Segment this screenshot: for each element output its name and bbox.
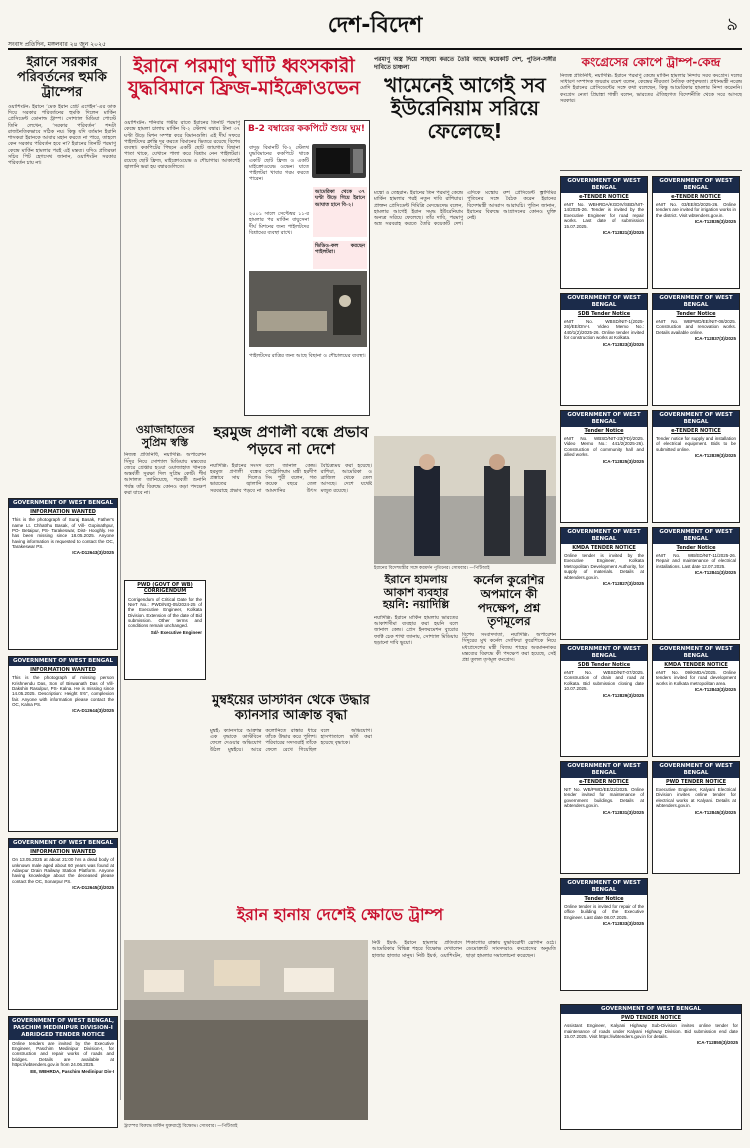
tender-ad-head: GOVERNMENT OF WEST BENGAL [653,528,739,544]
trump-regime-headline: ইরানে সরকার পরিবর্তনের হুমকি ট্রাম্পের [17,56,107,100]
qureshi-story [462,574,556,874]
microwave-image [311,141,367,181]
tender-ad-body: eNIT No. WBSD/NIT-23(PD)/2025. Video Memo No.: 441/2(2025-26). Construction of community hall and allied works. [564,436,644,458]
notice2-ref: ICA-D12644(3)/2025 [72,708,114,714]
uranium-kicker: পরমাণু অস্ত্র দিয়ে সাহায্য করতে তৈরি আছে কয়েকটি দেশ, পুতিন-সঙ্গীর দাবিতে চাঞ্চল্য [374,56,556,71]
tender-ad-head: GOVERNMENT OF WEST BENGAL [653,294,739,310]
tender-ad-sub: e-TENDER NOTICE [671,193,721,200]
tender-ad-body: eNIT No. WBPWD/EE/NIT-08/2025. Construction and renovation works. Details available online. [656,319,736,335]
pwd-notice-body: Corrigendum of Critical Date for the NIeT No.: PWD/NIQ-05/2024-25 of the Executive Engineer, Kolkata Division. Extension of the date of Bid submission. Other terms and conditions remain unchanged. [128,596,202,629]
notice3-head: GOVERNMENT OF WEST BENGAL [9,839,117,848]
information-wanted-1 [8,498,118,650]
inset-bullet-3: পাইলটদের রাত্রির জন্য আছে বিছানা ও শৌচালয়ের ব্যবস্থা। [249,353,366,359]
congress-story [560,56,742,168]
tender-ad-head: GOVERNMENT OF WEST BENGAL [653,177,739,193]
tender-ad [560,1004,742,1130]
tender-ad-head: GOVERNMENT OF WEST BENGAL [561,762,647,778]
putin-handshake-photo [374,436,556,564]
tender-ad-head: GOVERNMENT OF WEST BENGAL [653,762,739,778]
tender-ad-body: eNIT No. WB/ED/NIT-11/2025-26. Repair and maintenance of electrical installations. Last date 12.07.2025. [656,553,736,569]
fact-box-2 [313,241,367,269]
congress-headline: কংগ্রেসের কোপে ট্রাম্প-কেন্দ্র [581,56,721,69]
tender-ad [652,176,740,289]
tender-ad-ref: ICA-T12837(3)/2025 [694,336,736,342]
trump-regime-body: ওয়াশিংটন: ইরানে ‘মেক ইরান গ্রেট এগেইন’-এর ডাক দিয়ে সরকার পরিবর্তনের হুমকি দিলেন মার্কিন প্রেসিডেন্ট ডোনাল্ড ট্রাম্প। সোশ্যাল মিডিয়া পোস্টে তিনি লেখেন, ‘সরকার পরিবর্তন’ শব্দটা রাজনৈতিকভাবে সঠিক নয়। কিন্তু যদি বর্তমান ইরানি শাসকরা ইরানকে আবার মহান করতে না পারে, তাহলে কেন সরকার পরিবর্তন হবে না? ইরানের তিনটি পরমাণু কেন্দ্রে মার্কিন হামলার পরই এই মন্তব্য। যদিও প্রতিরক্ষা সচিব পিট হেগসেথ জানান, ওয়াশিংটন সরকার পরিবর্তন চায় না। [8,103,116,167]
tender-ad-ref: ICA-T12845(3)/2025 [694,809,736,815]
masthead [8,6,742,50]
bomber-cockpit-image [249,271,367,347]
notice2-head: GOVERNMENT OF WEST BENGAL [9,657,117,666]
bomber-body [124,120,240,420]
tender-ad-head: GOVERNMENT OF WEST BENGAL [653,645,739,661]
uranium-headline: খামেনেই আগেই সব ইউরেনিয়াম সরিয়ে ফেলেছে! [384,73,546,143]
section-title: দেশ-বিদেশ [327,13,423,38]
tender-ad-sub: PWD TENDER NOTICE [665,778,727,785]
fact-box-1-text: আমেরিকা থেকে ৩৭ ঘণ্টা উড়ে গিয়ে ইরানে আঘাত হানে বি-২। [315,189,365,208]
tender-ad-body: eNIT No. WBSD/NIT-1(2025-26)/EE/DIV-I. Video Memo No.: 440/1(2)/2025-26. Online tender invited for construction works at Kolkata. [564,319,644,341]
tender-ad [652,761,740,874]
protest-body-text: নিউ ইয়র্ক: ইরানে হামলার প্রতিবাদে আমেরিকার বিভিন্ন শহরে বিক্ষোভ দেখালেন হাজার হাজার মানুষ। নিউ ইয়র্ক, ওয়াশিংটন, শিকাগোর রাস্তায় যুদ্ধবিরোধী স্লোগান ওঠে। ডেমোক্র্যাট সাংসদরাও কংগ্রেসের অনুমতি ছাড়া হামলার সমালোচনা করেছেন। [372,940,556,959]
tender-ad [560,293,648,406]
tender-ad-sub: Tender Notice [584,895,624,902]
fact-box-1 [313,187,367,237]
wajahat-body: নিজস্ব প্রতিনিধি, নয়াদিল্লি: অপারেশন সিঁদুর নিয়ে সোশ্যাল মিডিয়ায় মন্তব্যের জেরে গ্রেপ্তার হওয়া ওয়াজাহাত খানকে অন্তর্বর্তী সুরক্ষা দিল সুপ্রিম কোর্ট। শীর্ষ আদালত জানিয়েছে, পরবর্তী শুনানি পর্যন্ত তাঁর বিরুদ্ধে কোনও কড়া পদক্ষেপ করা যাবে না। [124,452,206,496]
information-wanted-2 [8,656,118,832]
pwd-notice-ref: Sd/- Executive Engineer [150,629,202,635]
tender-ad-head: GOVERNMENT OF WEST BENGAL [561,645,647,661]
airspace-story [374,574,458,874]
masthead-rule [8,48,742,50]
medinipur-body: Online tenders are invited by the Executive Engineer, Paschim Medinipur Division-I, for construction and repair works of roads and bridges. Details are available at https://wbtenders.gov.in from 24.06.2025. [12,1040,114,1068]
tender-ad [652,293,740,406]
tender-ad-head: GOVERNMENT OF WEST BENGAL [653,411,739,427]
paschim-medinipur-tender [8,1016,118,1128]
tender-ad-head: GOVERNMENT OF WEST BENGAL [561,294,647,310]
notice3-sub: INFORMATION WANTED [30,848,96,855]
wajahat-headline: ওয়াজাহাতের সুপ্রিম স্বস্তি [135,424,195,449]
hormuz-body: নয়াদিল্লি: ইরানের সংসদ হরমুজ প্রণালী বন্ধের প্রস্তাবে সায় দিলেও ভারতের জ্বালানি সরবরাহে প্রভাব পড়বে না বলে জানাল কেন্দ্র। পেট্রোলিয়াম মন্ত্রী হরদীপ সিং পুরী বলেন, গত কয়েক বছরে তেল আমদানির উৎস বৈচিত্র্যময় করা হয়েছে। রাশিয়া, আমেরিকা ও ব্রাজিল থেকে তেল আসছে। দেশে যথেষ্ট মজুত রয়েছে। [210,462,372,494]
uranium-body-text: মস্কো ও তেহরান: ইরানের তিন পরমাণু কেন্দ্রে মার্কিন হামলার পরই নতুন দাবি রাশিয়ার। প্রাক্তন প্রেসিডেন্ট দিমিত্রি মেদভেদেভ বলেন, হামলার আগেই ইরান সমৃদ্ধ ইউরেনিয়াম অন্যত্র সরিয়ে ফেলেছে। তাঁর দাবি, পরমাণু অস্ত্র সরবরাহ করতে তৈরি কয়েকটি দেশ। এদিকে মস্কোয় রুশ প্রেসিডেন্ট ভ্লাদিমির পুতিনের সঙ্গে বৈঠক করেন ইরানের বিদেশমন্ত্রী আব্বাস আরাঘচি। পুতিন জানান, ইরানের বিরুদ্ধে আগ্রাসনের কোনও যুক্তি নেই। [374,190,556,228]
notice1-sub: INFORMATION WANTED [30,508,96,515]
mumbai-body: মুম্বই: ক্যানসারে আক্রান্ত এক বৃদ্ধাকে ডাস্টবিনে ফেলে দেওয়ার অভিযোগ উঠল মুম্বইয়ে। আরে কলোনিতে রাস্তার ধারে তাঁকে উদ্ধার করে পুলিশ। পরিবারের সদস্যরাই তাঁকে ফেলে রেখে গিয়েছিল বলে অভিযোগ। হাসপাতালে ভর্তি করা হয়েছে বৃদ্ধাকে। [210,727,372,753]
tender-ad-ref: ICA-T12823(3)/2025 [602,341,644,347]
hormuz-headline: হরমুজ প্রণালী বন্ধে প্রভাব পড়বে না দেশে [213,424,369,459]
protest-body [372,940,556,1130]
protest-photo [124,940,368,1120]
medinipur-ref: EE, WBHRDA, Paschim Medinipur Div-I [30,1068,114,1074]
tender-ad-body: NIT No. WB/PWD/EE/22/2025. Online tender invited for maintenance of government buildings. Details at wbtenders.gov.in. [564,787,644,809]
tender-ad-head: GOVERNMENT OF WEST BENGAL [561,177,647,193]
tender-ad-sub: e-TENDER NOTICE [579,193,629,200]
tender-ad-sub: Tender Notice [676,544,716,551]
fact-box-2-text: ভিডিও-কল করছেন পাইলটরা। [315,243,365,256]
putin-photo-caption: ইরানের বিদেশমন্ত্রীর সঙ্গে করমর্দন পুতিনের। সোমবার। —পিটিআই [374,566,490,571]
tender-ad-sub: Tender Notice [584,427,624,434]
tender-ad-ref: ICA-T12825(3)/2025 [602,458,644,464]
section-rule [560,170,742,171]
trump-regime-story [8,56,116,408]
tender-ad-body: Executive Engineer, Kalyani Electrical Division invites online tender for electrical works at Kalyani. Details at wbtenders.gov.in. [656,787,736,809]
tender-ad [652,410,740,523]
tender-ad-body: Tender notice for supply and installation of electrical equipment. Bids to be submitted online. [656,436,736,452]
protest-photo-caption: ট্রাম্পের বিরুদ্ধে মার্কিন যুক্তরাষ্ট্রে বিক্ষোভ। সোমবার। —পিটিআই [124,1124,238,1129]
tender-ad [560,878,648,991]
medinipur-head: GOVERNMENT OF WEST BENGAL, PASCHIM MEDINIPUR DIVISION-I ABRIDGED TENDER NOTICE [9,1017,117,1040]
column-divider [120,56,121,1100]
uranium-story-header [374,56,556,188]
notice1-head: GOVERNMENT OF WEST BENGAL [9,499,117,508]
tender-ad-ref: ICA-T12841(3)/2025 [694,570,736,576]
tender-ad-ref: ICA-T12833(3)/2025 [602,921,644,927]
tender-ad-body: eNIT No. 03/EE/ID/2025-26. Online tenders are invited for irrigation works in the district. Visit wbtenders.gov.in. [656,202,736,218]
protest-headline: ইরান হানায় দেশেই ক্ষোভে ট্রাম্প [236,906,444,924]
mumbai-headline: মুম্বইয়ের ডাস্টবিন থেকে উদ্ধার ক্যানসার আক্রান্ত বৃদ্ধা [212,694,370,723]
bomber-inset [244,120,370,416]
protest-header [124,906,556,936]
tender-ad-body: eNIT No. WBSD/NIT-07/2025. Construction of drain and road at Kolkata. Bid submission closing date 10.07.2025. [564,670,644,692]
tender-ad [560,410,648,523]
tender-ad-sub: KMDA TENDER NOTICE [664,661,728,668]
tender-ad-sub: SDB Tender Notice [577,661,631,668]
bomber-inset-title: B-2 বম্বারের ককপিটে শুয়ে ঘুম! [248,124,365,134]
tender-ad [652,644,740,757]
inset-bullet-1: বাদুড় বিমানটি বি-২ স্টেলথ যুদ্ধবিমানের ককপিটে থাকে একটি ছোট ফ্রিজ ও একটি মাইক্রোওয়েভ ওভেন। যাতে পাইলটরা খাবার গরম করতে পারেন। [249,145,309,183]
hormuz-story [210,424,372,690]
tender-ad-sub: e-TENDER NOTICE [579,778,629,785]
tender-ad-body: Online tender is invited by the Executive Engineer, Kolkata Metropolitan Development Authority, for supply of materials. Details at wbtenders.gov.in. [564,553,644,580]
tender-ad-ref: ICA-T12827(3)/2025 [602,580,644,586]
notice2-sub: INFORMATION WANTED [30,666,96,673]
tender-ad-ref: ICA-T12831(3)/2025 [602,809,644,815]
bomber-body-text: ওয়াশিংটন: শনিবার গভীর রাতে ইরানের তিনটি পরমাণু কেন্দ্রে হামলা চালায় মার্কিন বি-২ স্টেলথ বম্বার। টানা ৩৭ ঘণ্টা উড়ে মিশন সম্পন্ন করে বিমানগুলি। এই দীর্ঘ সফরে পাইলটদের ক্লান্তি দূর করতে বিমানের ভিতরে রয়েছে বিশেষ ব্যবস্থা। ককপিটের পিছনে একটি ছোট জায়গায় বিছানা পাতা থাকে, যেখানে পালা করে বিশ্রাম নেন পাইলটরা। রয়েছে ছোট ফ্রিজ, মাইক্রোওয়েভ ও শৌচাগার। আকাশেই জ্বালানি ভরা হয় বম্বারগুলিতে। [124,120,240,170]
notice1-body: This is the photograph of Suraj Basak, Father's name Lt. Chhatrhu Basak, of Vill- Gopinathpur, PO- Betaipur, PS- Tarakeswar, Dist- Hooghly. He has been missing since 18.05.2025. Anyone having information is requested to contact the OC, Tarakeswar PS. [12,517,114,550]
inset-bullet-2: ২০০১ সালে সেপ্টেম্বর ১১-র হামলার পর মার্কিন বায়ুসেনা দীর্ঘ মিশনের জন্য পাইলটদের বিশ্রামের ব্যবস্থা রাখে। [249,211,309,236]
congress-body: নিজস্ব প্রতিনিধি, নয়াদিল্লি: ইরানে পরমাণু কেন্দ্রে মার্কিন হামলার নিন্দায় সরব কংগ্রেস। দলের সাধারণ সম্পাদক জয়রাম রমেশ বলেন, কেন্দ্রের নীরবতা নৈতিক কাপুরুষতা। প্রধানমন্ত্রী নরেন্দ্র মোদি ইরানের প্রেসিডেন্টের সঙ্গে কথা বলেছেন, কিন্তু আমেরিকার হামলার নিন্দা করেননি। কংগ্রেস নেতা প্রিয়াঙ্কা গান্ধী বলেন, ভারতের ঐতিহ্যগত বিদেশনীতি থেকে সরে আসছে সরকার। [560,72,742,104]
tender-ad-sub: KMDA TENDER NOTICE [572,544,636,551]
tender-ad-body: Online tender is invited for repair of the office building of the Executive Engineer. Last date 08.07.2025. [564,904,644,920]
tender-ad-head: GOVERNMENT OF WEST BENGAL [561,528,647,544]
tender-ad-ref: ICA-T12821(3)/2025 [602,229,644,235]
uranium-body [374,190,556,434]
tender-ad-ref: ICA-T12835(3)/2025 [694,219,736,225]
bomber-headline: ইরানে পরমাণু ঘাঁটি ধ্বংসকারী যুদ্ধবিমানে ফ্রিজ-মাইক্রোওভেন [127,56,361,99]
tender-ad [560,176,648,289]
airspace-headline: ইরানে হামলায় আকাশ ব্যবহার হয়নি: নয়াদিল্লি [382,574,450,612]
tender-ad [560,527,648,640]
tender-ad-sub: Tender Notice [676,310,716,317]
tender-ad-head: GOVERNMENT OF WEST BENGAL [561,1005,741,1014]
tender-ad-sub: PWD TENDER NOTICE [620,1014,682,1021]
tender-ad [560,761,648,874]
notice2-body: This is the photograph of missing person Krishnendu Das, Son of Biswanath Das of Vill- Dakshin Rasulpur, PS- Kalna. He is missing since 14.05.2025. Description: Height 5'6", complexion fair. Anyone with information please contact the OC, Kalna PS. [12,675,114,708]
tender-ad-body: eNIT No. 09/KMDA/2025. Online tenders invited for road development works in Kolkata metropolitan area. [656,670,736,686]
notice1-ref: ICA-D12643(3)/2025 [72,550,114,556]
tender-ad-head: GOVERNMENT OF WEST BENGAL [561,411,647,427]
qureshi-headline: কর্নেল কুরেশির অপমানে কী পদক্ষেপ, প্রশ্ন তৃণমূলের [473,574,545,629]
tender-ad-body: Assistant Engineer, Kalyani Highway Sub-Division invites online tender for maintenance of roads under Kalyani Highway Division. Bid submission end date 15.07.2025. Visit https://wbtenders.gov.in for details. [564,1023,738,1039]
page-number: ৯ [726,14,738,35]
tender-ad-head: GOVERNMENT OF WEST BENGAL [561,879,647,895]
tender-ad [652,527,740,640]
qureshi-body: বিশেষ সংবাদদাতা, নয়াদিল্লি: অপারেশন সিঁদুরের মুখ কর্নেল সোফিয়া কুরেশিকে নিয়ে মধ্যপ্রদেশের মন্ত্রী বিজয় শাহের অবমাননাকর মন্তব্যের বিরুদ্ধে কী পদক্ষেপ করা হয়েছে, সেই প্রশ্ন তুলল তৃণমূল কংগ্রেস। [462,632,556,664]
tender-ad-ref: ICA-T12850(3)/2025 [696,1040,738,1046]
notice3-ref: ICA-D12645(3)/2025 [72,885,114,891]
pwd-notice-head: PWD (GOVT OF WB) CORRIGENDUM [137,582,193,595]
pwd-corrigendum-notice [124,580,206,680]
tender-ad-ref: ICA-T12829(3)/2025 [602,692,644,698]
tender-ad-sub: e-TENDER NOTICE [671,427,721,434]
information-wanted-3 [8,838,118,1010]
tender-ad-body: eNIT No. WBHRDA/KGDIV/SBD/NIT-14/2025-26. Tender is invited by the Executive Engineer for road repair works. Last date of submission 15.07.2025. [564,202,644,229]
dateline: সংবাদ প্রতিদিন, মঙ্গলবার ২৪ জুন ২০২৫ [8,40,106,48]
notice3-body: On 13.05.2025 at about 21:00 hrs a dead body of unknown male aged about 60 years was found at Adavpur Drain Railway Station Platform. Anyone having knowledge about the deceased please contact the OC, Sonarpur PS. [12,857,114,884]
mumbai-story [210,694,372,854]
tender-ad [560,644,648,757]
airspace-body: নয়াদিল্লি: ইরানে মার্কিন হামলায় ভারতের আকাশসীমা ব্যবহার করা হয়নি বলে জানাল কেন্দ্র। প্রেস ইনফরমেশন ব্যুরোর ফ্যাক্ট চেক শাখা জানায়, সোশ্যাল মিডিয়ায় ছড়ানো দাবি ভুয়ো। [374,614,458,646]
tender-ad-ref: ICA-T12843(3)/2025 [694,687,736,693]
tender-ad-sub: SDB Tender Notice [577,310,631,317]
tender-ad-ref: ICA-T12839(3)/2025 [694,453,736,459]
